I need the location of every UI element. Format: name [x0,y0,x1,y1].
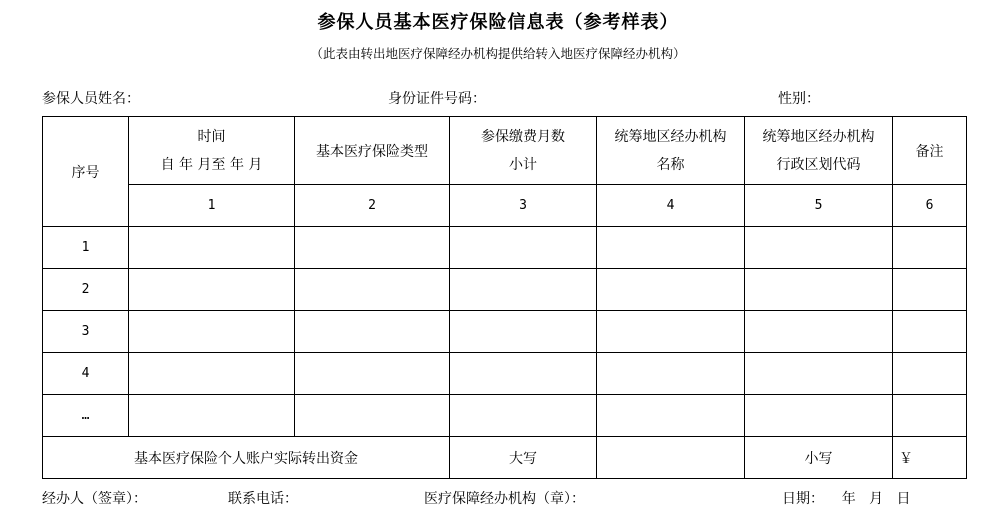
header-agency-name-line1: 统筹地区经办机构 [614,128,727,145]
cell-remarks[interactable] [893,227,967,269]
row-seq: … [43,395,129,437]
fund-row [43,437,967,479]
row-seq: 2 [43,269,129,311]
cell-insurance-type[interactable] [295,353,450,395]
row-seq: 1 [43,227,129,269]
header-agency-name [597,117,745,185]
header-time-range: 自 年 月至 年 月 [160,156,263,173]
column-number-row [43,185,967,227]
col-number: 6 [893,185,967,227]
cell-months[interactable] [450,395,597,437]
cell-time[interactable] [129,353,295,395]
cell-agency-code[interactable] [745,311,893,353]
cell-remarks[interactable] [893,311,967,353]
gender-label: 性别： [778,91,820,107]
table-row [43,227,967,269]
form-subtitle: （此表由转出地医疗保障经办机构提供给转入地医疗保障经办机构） [310,46,686,61]
col-number: 4 [597,185,745,227]
header-row [43,117,967,185]
cell-time[interactable] [129,311,295,353]
cell-agency-name[interactable] [597,269,745,311]
currency-symbol: ￥ [893,437,967,479]
header-time-title: 时间 [197,128,226,145]
row-seq: 4 [43,353,129,395]
cell-insurance-type[interactable] [295,311,450,353]
header-agency-code-line2: 行政区划代码 [776,156,861,173]
header-seq: 序号 [43,117,129,227]
cell-agency-code[interactable] [745,395,893,437]
cell-time[interactable] [129,395,295,437]
header-insurance-type: 基本医疗保险类型 [295,117,450,185]
cell-insurance-type[interactable] [295,395,450,437]
header-time [129,117,295,185]
col-number: 1 [129,185,295,227]
insurance-info-table [42,116,967,479]
cell-months[interactable] [450,353,597,395]
cell-months[interactable] [450,269,597,311]
header-agency-name-line2: 名称 [656,156,685,173]
cell-remarks[interactable] [893,395,967,437]
cell-months[interactable] [450,311,597,353]
date-label: 日期： 年 月 日 [782,491,911,507]
form-title: 参保人员基本医疗保险信息表（参考样表） [317,12,679,33]
cell-agency-name[interactable] [597,227,745,269]
cell-agency-code[interactable] [745,227,893,269]
cell-agency-name[interactable] [597,311,745,353]
table-row [43,353,967,395]
header-months-subtotal: 小计 [509,156,537,173]
header-months-title: 参保缴费月数 [481,128,565,145]
col-number: 5 [745,185,893,227]
header-agency-code [745,117,893,185]
cell-remarks[interactable] [893,269,967,311]
cell-time[interactable] [129,269,295,311]
col-number: 3 [450,185,597,227]
cell-agency-name[interactable] [597,395,745,437]
id-number-label: 身份证件号码： [388,91,486,107]
header-remarks: 备注 [893,117,967,185]
cell-time[interactable] [129,227,295,269]
col-number: 2 [295,185,450,227]
cell-insurance-type[interactable] [295,227,450,269]
table-row [43,269,967,311]
cell-agency-code[interactable] [745,269,893,311]
uppercase-amount-field[interactable] [597,437,745,479]
cell-agency-code[interactable] [745,353,893,395]
handler-signature-label: 经办人（签章）： [42,491,147,507]
cell-months[interactable] [450,227,597,269]
table-row [43,395,967,437]
cell-agency-name[interactable] [597,353,745,395]
fund-label: 基本医疗保险个人账户实际转出资金 [43,437,450,479]
name-label: 参保人员姓名： [42,91,140,107]
cell-insurance-type[interactable] [295,269,450,311]
row-seq: 3 [43,311,129,353]
uppercase-label: 大写 [450,437,597,479]
header-months [450,117,597,185]
table-row [43,311,967,353]
header-agency-code-line1: 统筹地区经办机构 [762,128,875,145]
agency-seal-label: 医疗保障经办机构（章）： [424,491,585,507]
contact-phone-label: 联系电话： [228,491,298,507]
lowercase-label: 小写 [745,437,893,479]
cell-remarks[interactable] [893,353,967,395]
